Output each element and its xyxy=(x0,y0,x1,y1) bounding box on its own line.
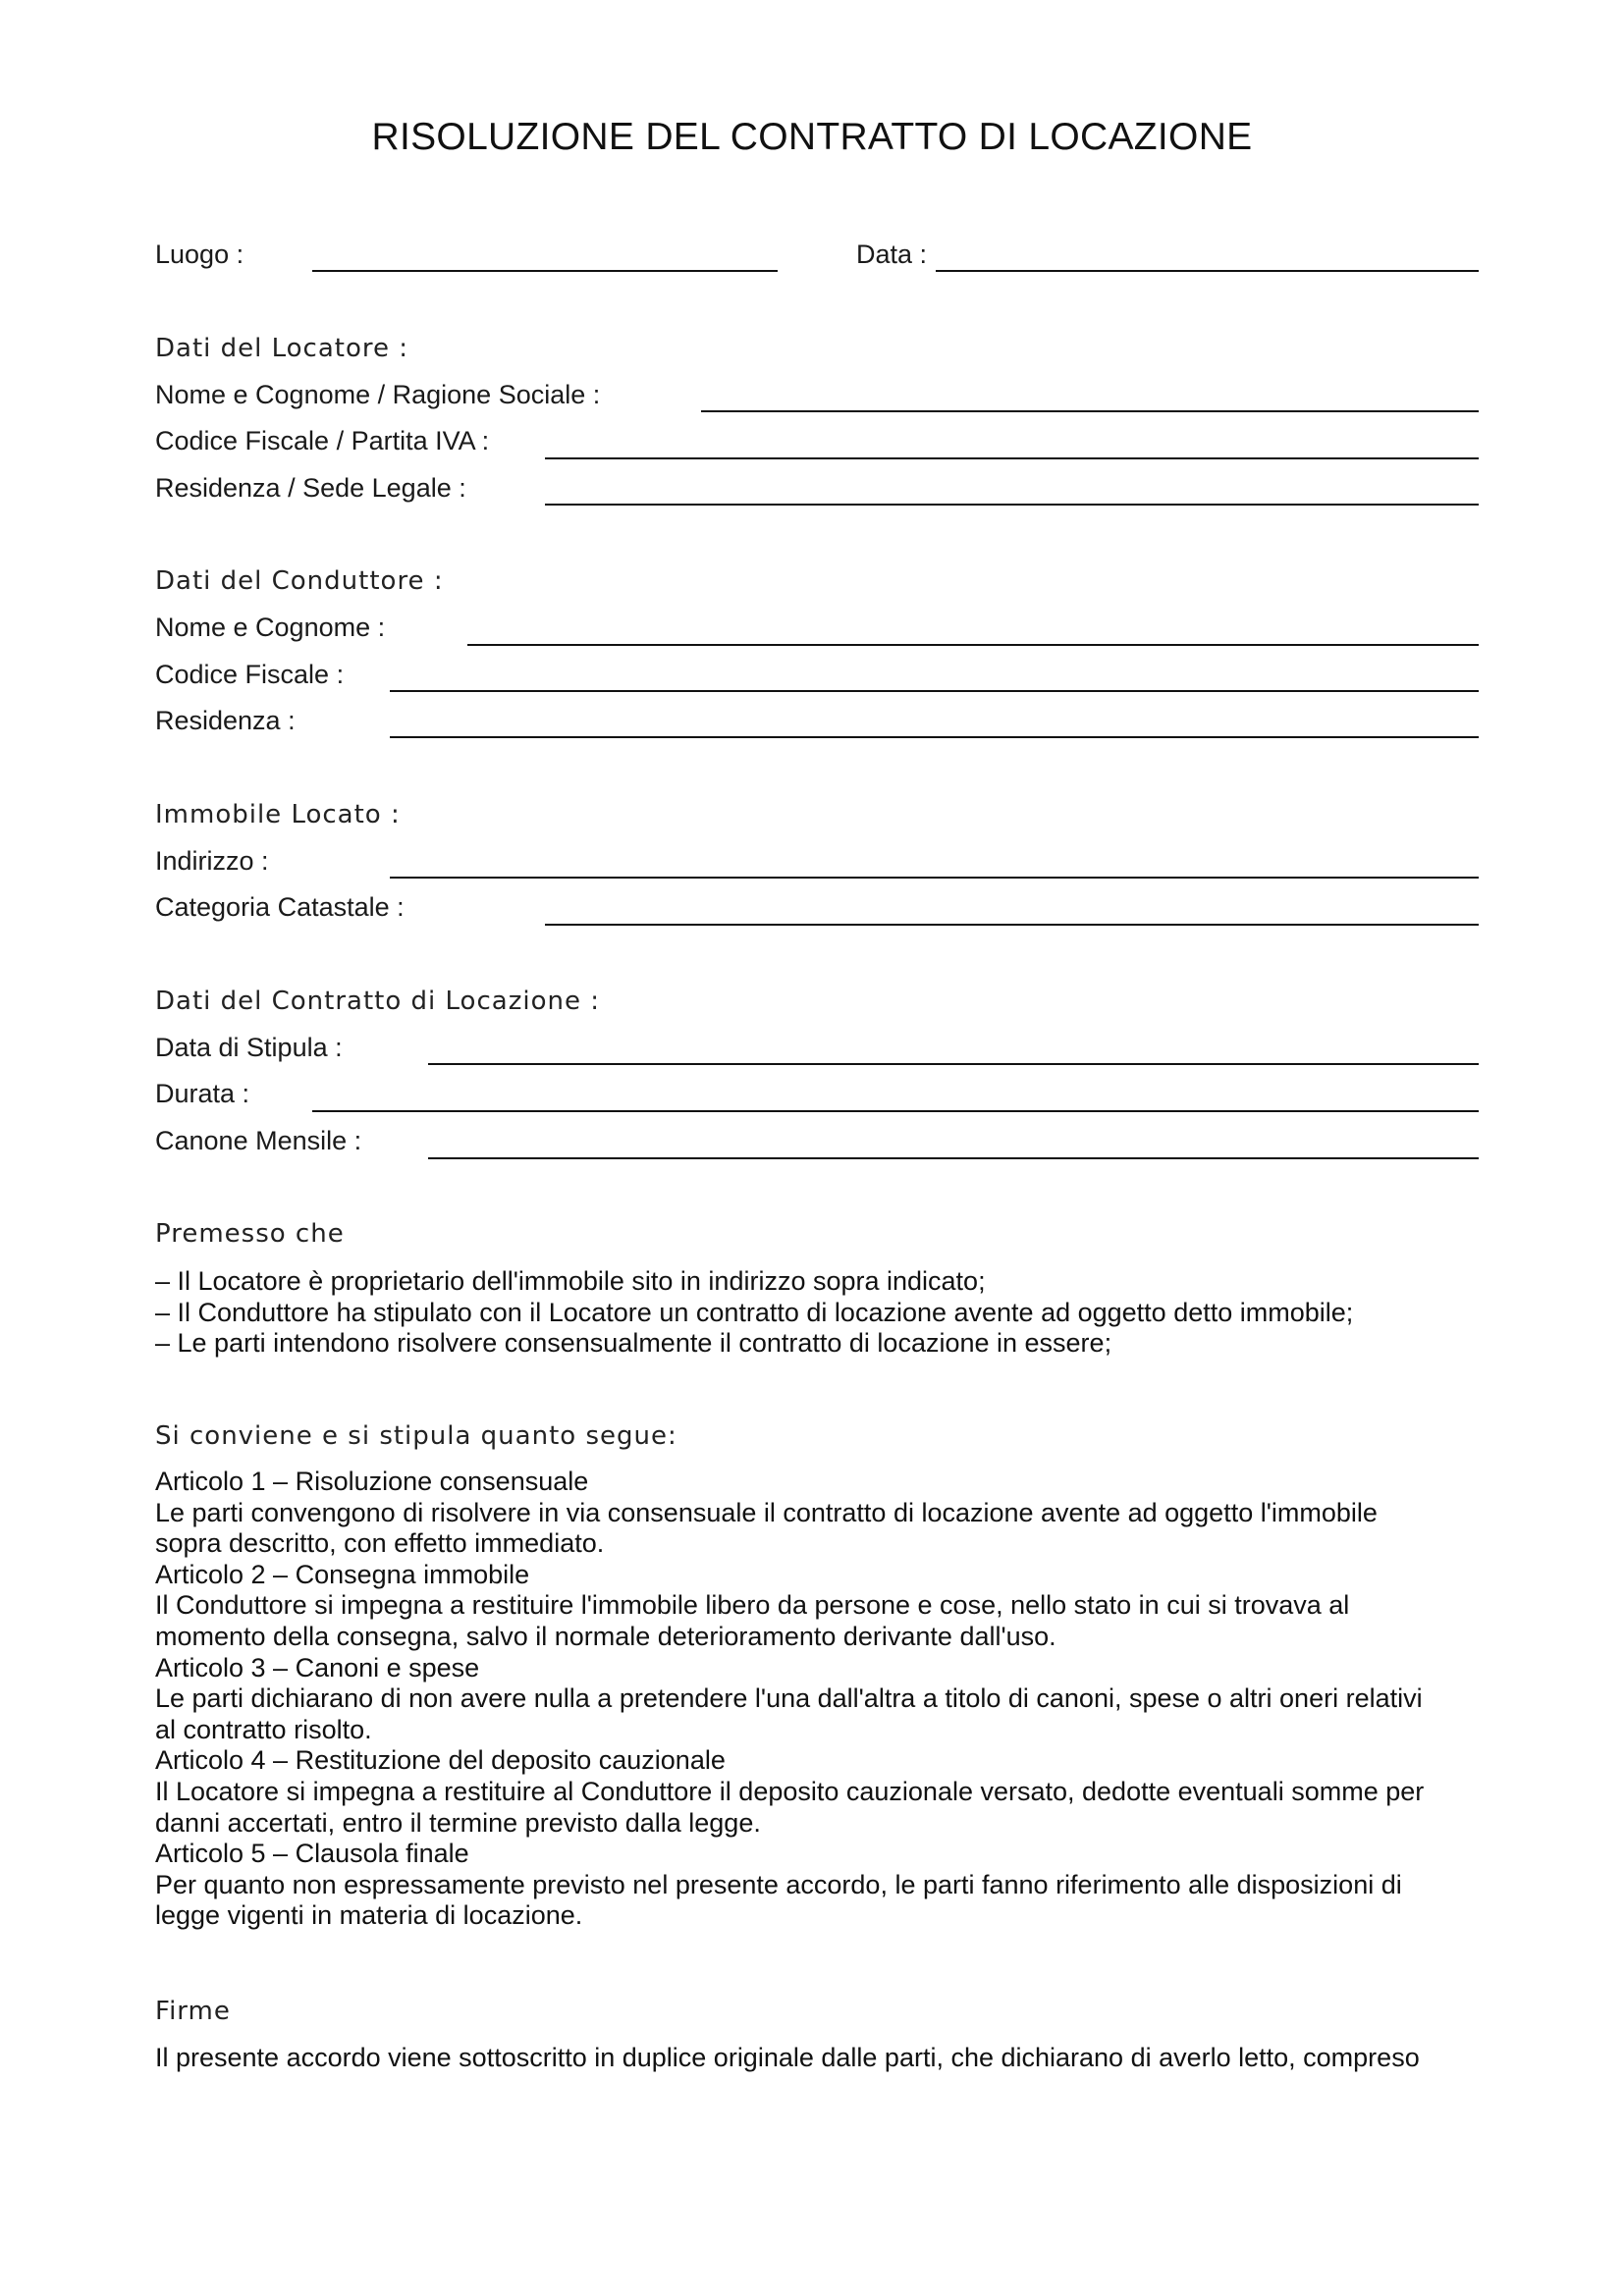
article-5-title: Articolo 5 – Clausola finale xyxy=(155,1839,469,1869)
signatures-line: Il presente accordo viene sottoscritto in duplice originale dalle parti, che dichiarano di averlo letto, compreso xyxy=(155,2043,1420,2072)
article-text-line: legge vigenti in materia di locazione. xyxy=(155,1900,583,1931)
article-text-line: sopra descritto, con effetto immediato. xyxy=(155,1528,605,1559)
contract-rent-label: Canone Mensile : xyxy=(155,1126,362,1155)
landlord-tax-label: Codice Fiscale / Partita IVA : xyxy=(155,426,490,455)
tenant-residence-field[interactable] xyxy=(390,736,1479,738)
tenant-tax-field[interactable] xyxy=(390,690,1479,692)
article-text-line: Le parti convengono di risolvere in via consensuale il contratto di locazione avente ad oggetto l'immobile xyxy=(155,1497,1378,1527)
property-address-field[interactable] xyxy=(390,877,1479,879)
landlord-residence-label: Residenza / Sede Legale : xyxy=(155,473,466,503)
place-field[interactable] xyxy=(312,270,778,272)
premises-line: – Il Conduttore ha stipulato con il Locatore un contratto di locazione avente ad oggetto detto immobile; xyxy=(155,1297,1354,1327)
agreement-articles xyxy=(155,1467,1481,1932)
contract-date-field[interactable] xyxy=(428,1063,1479,1065)
contract-heading: Dati del Contratto di Locazione : xyxy=(155,987,600,1016)
premises-list xyxy=(155,1266,1481,1360)
date-field[interactable] xyxy=(936,270,1479,272)
tenant-name-field[interactable] xyxy=(467,644,1479,646)
page-title: RISOLUZIONE DEL CONTRATTO DI LOCAZIONE xyxy=(371,116,1253,158)
article-1-title: Articolo 1 – Risoluzione consensuale xyxy=(155,1467,589,1496)
article-text-line: Il Locatore si impegna a restituire al Conduttore il deposito cauzionale versato, dedotte eventuali somme per xyxy=(155,1776,1425,1806)
landlord-residence-field[interactable] xyxy=(545,504,1479,506)
article-4-title: Articolo 4 – Restituzione del deposito cauzionale xyxy=(155,1745,726,1776)
agreement-heading: Si conviene e si stipula quanto segue: xyxy=(155,1421,677,1451)
landlord-name-label: Nome e Cognome / Ragione Sociale : xyxy=(155,380,601,409)
contract-date-label: Data di Stipula : xyxy=(155,1033,343,1062)
landlord-tax-field[interactable] xyxy=(545,457,1479,459)
article-text-line: momento della consegna, salvo il normale deterioramento derivante dall'uso. xyxy=(155,1621,1056,1651)
property-category-label: Categoria Catastale : xyxy=(155,892,405,922)
property-heading: Immobile Locato : xyxy=(155,800,401,829)
tenant-name-label: Nome e Cognome : xyxy=(155,613,386,642)
signatures-text xyxy=(155,2043,1481,2074)
contract-duration-label: Durata : xyxy=(155,1079,250,1108)
premises-line: – Il Locatore è proprietario dell'immobile sito in indirizzo sopra indicato; xyxy=(155,1266,986,1296)
article-text-line: al contratto risolto. xyxy=(155,1714,372,1744)
property-address-label: Indirizzo : xyxy=(155,846,269,876)
date-label: Data : xyxy=(856,240,928,269)
tenant-tax-label: Codice Fiscale : xyxy=(155,660,345,689)
property-category-field[interactable] xyxy=(545,924,1479,926)
article-text-line: danni accertati, entro il termine previsto dalla legge. xyxy=(155,1807,761,1838)
signatures-heading: Firme xyxy=(155,1997,231,2026)
premises-line: – Le parti intendono risolvere consensualmente il contratto di locazione in essere; xyxy=(155,1328,1112,1359)
place-label: Luogo : xyxy=(155,240,244,269)
article-2-title: Articolo 2 – Consegna immobile xyxy=(155,1559,530,1589)
contract-rent-field[interactable] xyxy=(428,1157,1479,1159)
article-text-line: Il Conduttore si impegna a restituire l'immobile libero da persone e cose, nello stato in cui si trovava al xyxy=(155,1590,1350,1621)
article-text-line: Le parti dichiarano di non avere nulla a pretendere l'una dall'altra a titolo di canoni, spese o altri oneri relativi xyxy=(155,1683,1423,1714)
landlord-heading: Dati del Locatore : xyxy=(155,334,409,363)
contract-duration-field[interactable] xyxy=(312,1110,1479,1112)
premises-heading: Premesso che xyxy=(155,1219,345,1249)
article-3-title: Articolo 3 – Canoni e spese xyxy=(155,1652,480,1682)
tenant-heading: Dati del Conduttore : xyxy=(155,566,444,596)
tenant-residence-label: Residenza : xyxy=(155,706,296,735)
landlord-name-field[interactable] xyxy=(701,410,1479,412)
article-text-line: Per quanto non espressamente previsto nel presente accordo, le parti fanno riferimento alle disposizioni di xyxy=(155,1869,1402,1899)
